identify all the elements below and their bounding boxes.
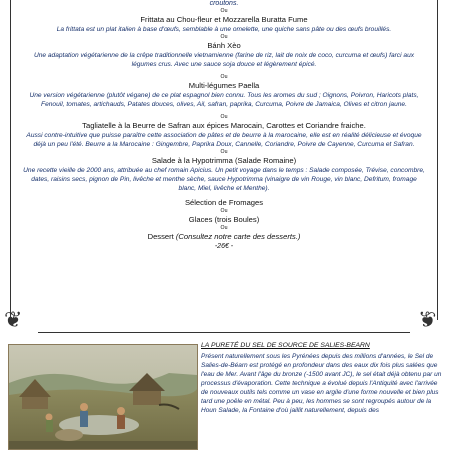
or-separator: Ou [220, 34, 228, 40]
salt-harvest-painting [8, 344, 198, 450]
dessert-label: Dessert [147, 232, 174, 241]
salt-story-section [0, 338, 450, 450]
corner-flourish-left: ❦ [4, 308, 23, 333]
dish-title-paella: Multi-légumes Paella [188, 81, 260, 90]
or-separator: Ou [220, 8, 228, 14]
dish-description-frittata: La frittata est un plat italien à base d'œufs, semblable à une omelette, une quiche sans pâte ou des œufs brouillés. [56, 26, 392, 33]
dish-description-banh-xeo: Une adaptation végétarienne de la crêpe traditionnelle vietnamienne (farine de riz, lait de noix de coco, curcuma et œufs) farci aux légumes crus. Avec une sauce soja douce et légèrement épicé. [33, 52, 415, 68]
or-separator: Ou [220, 225, 228, 231]
salt-story-title: LA PURETÉ DU SEL DE SOURCE DE SALIES-BEARN [201, 342, 370, 349]
dessert-note: (Consultez notre carte des desserts.) [175, 232, 301, 241]
dish-description-salade: Une recette vieille de 2000 ans, attribuée au chef romain Apicius. Un petit voyage dans le temps : Salade composée, Trévise, concombre, dates, raisins secs, pignon de Pin, livêche et menthe sèche, sauce Hypotrimma (vinaigre de vin Rouge, vin blanc, Defritum, fromage blanc, Miel, livêche et Menthe). [23, 167, 425, 192]
dish-title-frittata: Frittata au Chou-fleur et Mozzarella Buratta Fume [140, 15, 308, 24]
dish-description-tagliatelle: Aussi contre-intuitive que puisse paraître cette association de pâtes et de beurre à la marocaine, elle est en réalité délicieuse et évoque déjà un peu l'été. Beurre a la Marocaine : Gingembre, Paprika Doux, Cannelle, Coriandre, Poivre de Cayenne, Curcuma et Safran. [26, 132, 422, 148]
dish-title-banh-xeo: Bánh Xèo [207, 41, 241, 50]
dish-title-salade: Salade à la Hypotrimma (Salade Romaine) [151, 156, 297, 165]
menu-price: -26€ - [214, 243, 234, 250]
salt-story-text: Présent naturellement sous les Pyrénées depuis des millions d'années, le Sel de Salies-de-Béarn est protégé en profondeur dans des eaux dix fois plus salées que l'eau de Mer. Avant l'âge du bronze (-1500 avant JC), le sel était déjà obtenu par un processus d'évaporation. Cette technique a évolué depuis l'Antiquité avec l'arrivée de nouveaux outils tels comme un vase en argile d'une forme nouvelle et bien plus tard une poële en métal. Peu à peu, les hommes se sont regroupés autour de la Houn Salade, la Fontaine d'où jaillit naturellement, depuis des [201, 353, 442, 414]
cheese-option: Sélection de Fromages [184, 198, 264, 207]
corner-flourish-right: ❦ [418, 308, 437, 333]
dish-description-paella: Une version végétarienne (plutôt végane) de ce plat espagnol bien connu. Tous les aromes du sud ; Oignons, Poivron, Haricots plats, Fenouil, tomates, artichauds, Patates douces, olives, Ail, safran, paprika, Curcuma, Poivre de Jamaica, Olives et citron jaune. [29, 92, 419, 108]
dessert-option [22, 232, 426, 242]
or-separator: Ou [220, 74, 228, 80]
dish-description-fragment: croutons. [209, 0, 239, 7]
or-separator: Ou [220, 114, 228, 120]
or-separator: Ou [220, 149, 228, 155]
or-separator: Ou [220, 208, 228, 214]
ice-cream-option: Glaces (trois Boules) [188, 215, 260, 224]
dish-title-tagliatelle: Tagliatelle à la Beurre de Safran aux épices Marocain, Carottes et Coriandre fraiche. [82, 121, 366, 130]
menu-content [22, 0, 426, 252]
